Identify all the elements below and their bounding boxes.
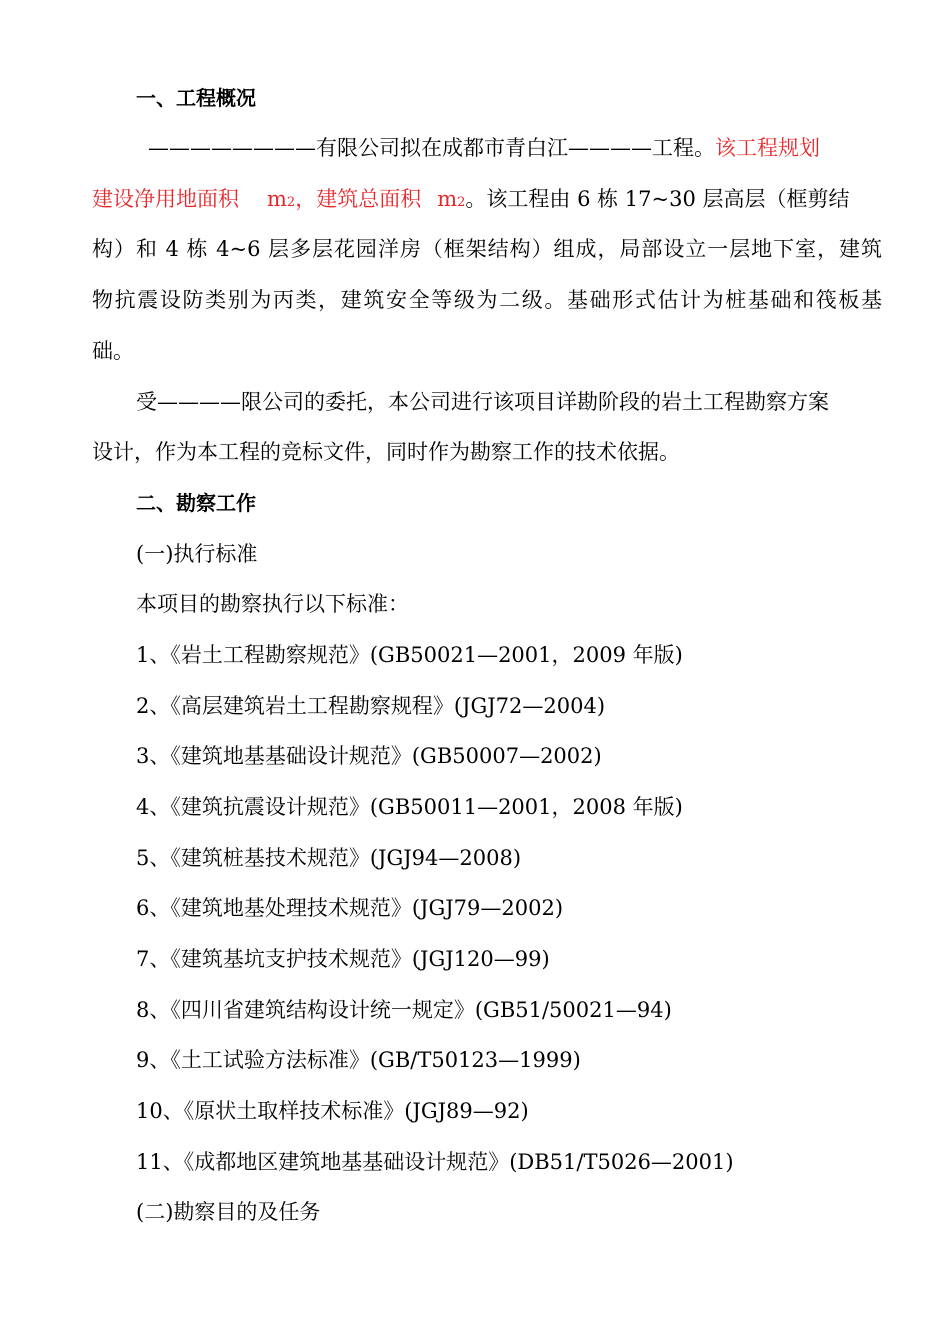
section1-heading: 一、工程概况	[136, 86, 256, 110]
subsection1-title: (一)执行标准	[136, 542, 258, 566]
standard-item: 1、《岩土工程勘察规范》(GB50021—2001，2009 年版)	[136, 643, 683, 667]
subsection2-title: (二)勘察目的及任务	[136, 1200, 321, 1224]
standard-item: 9、《土工试验方法标准》(GB/T50123—1999)	[136, 1048, 581, 1072]
land-area-label: 建设净用地面积	[92, 187, 239, 211]
standard-item: 11、《成都地区建筑地基基础设计规范》(DB51/T5026—2001)	[136, 1150, 734, 1174]
building-area-label: ，建筑总面积	[295, 187, 422, 211]
section2-heading: 二、勘察工作	[136, 491, 256, 515]
section1-para2-line1: 受————限公司的委托，本公司进行该项目详勘阶段的岩土工程勘察方案	[136, 390, 829, 414]
standard-item: 8、《四川省建筑结构设计统一规定》(GB51/50021—94)	[136, 998, 672, 1022]
standard-item: 3、《建筑地基基础设计规范》(GB50007—2002)	[136, 744, 602, 768]
standard-item: 4、《建筑抗震设计规范》(GB50011—2001，2008 年版)	[136, 795, 683, 819]
standard-item: 6、《建筑地基处理技术规范》(JGJ79—2002)	[136, 896, 564, 920]
para1-line2-text: 。该工程由 6 栋 17~30 层高层（框剪结	[465, 187, 850, 211]
building-area-unit: m2	[437, 187, 466, 211]
standard-item: 2、《高层建筑岩土工程勘察规程》(JGJ72—2004)	[136, 694, 606, 718]
standard-item: 5、《建筑桩基技术规范》(JGJ94—2008)	[136, 846, 522, 870]
standard-item: 10、《原状土取样技术标准》(JGJ89—92)	[136, 1099, 529, 1123]
section1-para1-line2	[92, 184, 882, 218]
section1-para1-line4: 物抗震设防类别为丙类，建筑安全等级为二级。基础形式估计为桩基础和筏板基	[92, 288, 882, 312]
para1-line1-text: ————————有限公司拟在成都市青白江————工程。	[148, 136, 715, 160]
standard-item: 7、《建筑基坑支护技术规范》(JGJ120—99)	[136, 947, 550, 971]
section1-para2-line2: 设计，作为本工程的竞标文件，同时作为勘察工作的技术依据。	[92, 440, 680, 464]
para1-line1-highlight: 该工程规划	[715, 136, 820, 160]
section1-para1-line3: 构）和 4 栋 4~6 层多层花园洋房（框架结构）组成，局部设立一层地下室，建筑	[92, 237, 882, 261]
standards-intro: 本项目的勘察执行以下标准：	[136, 592, 409, 616]
section1-para1-line1	[148, 133, 868, 163]
land-area-unit: m2	[267, 187, 296, 211]
section1-para1-line5: 础。	[92, 339, 134, 363]
